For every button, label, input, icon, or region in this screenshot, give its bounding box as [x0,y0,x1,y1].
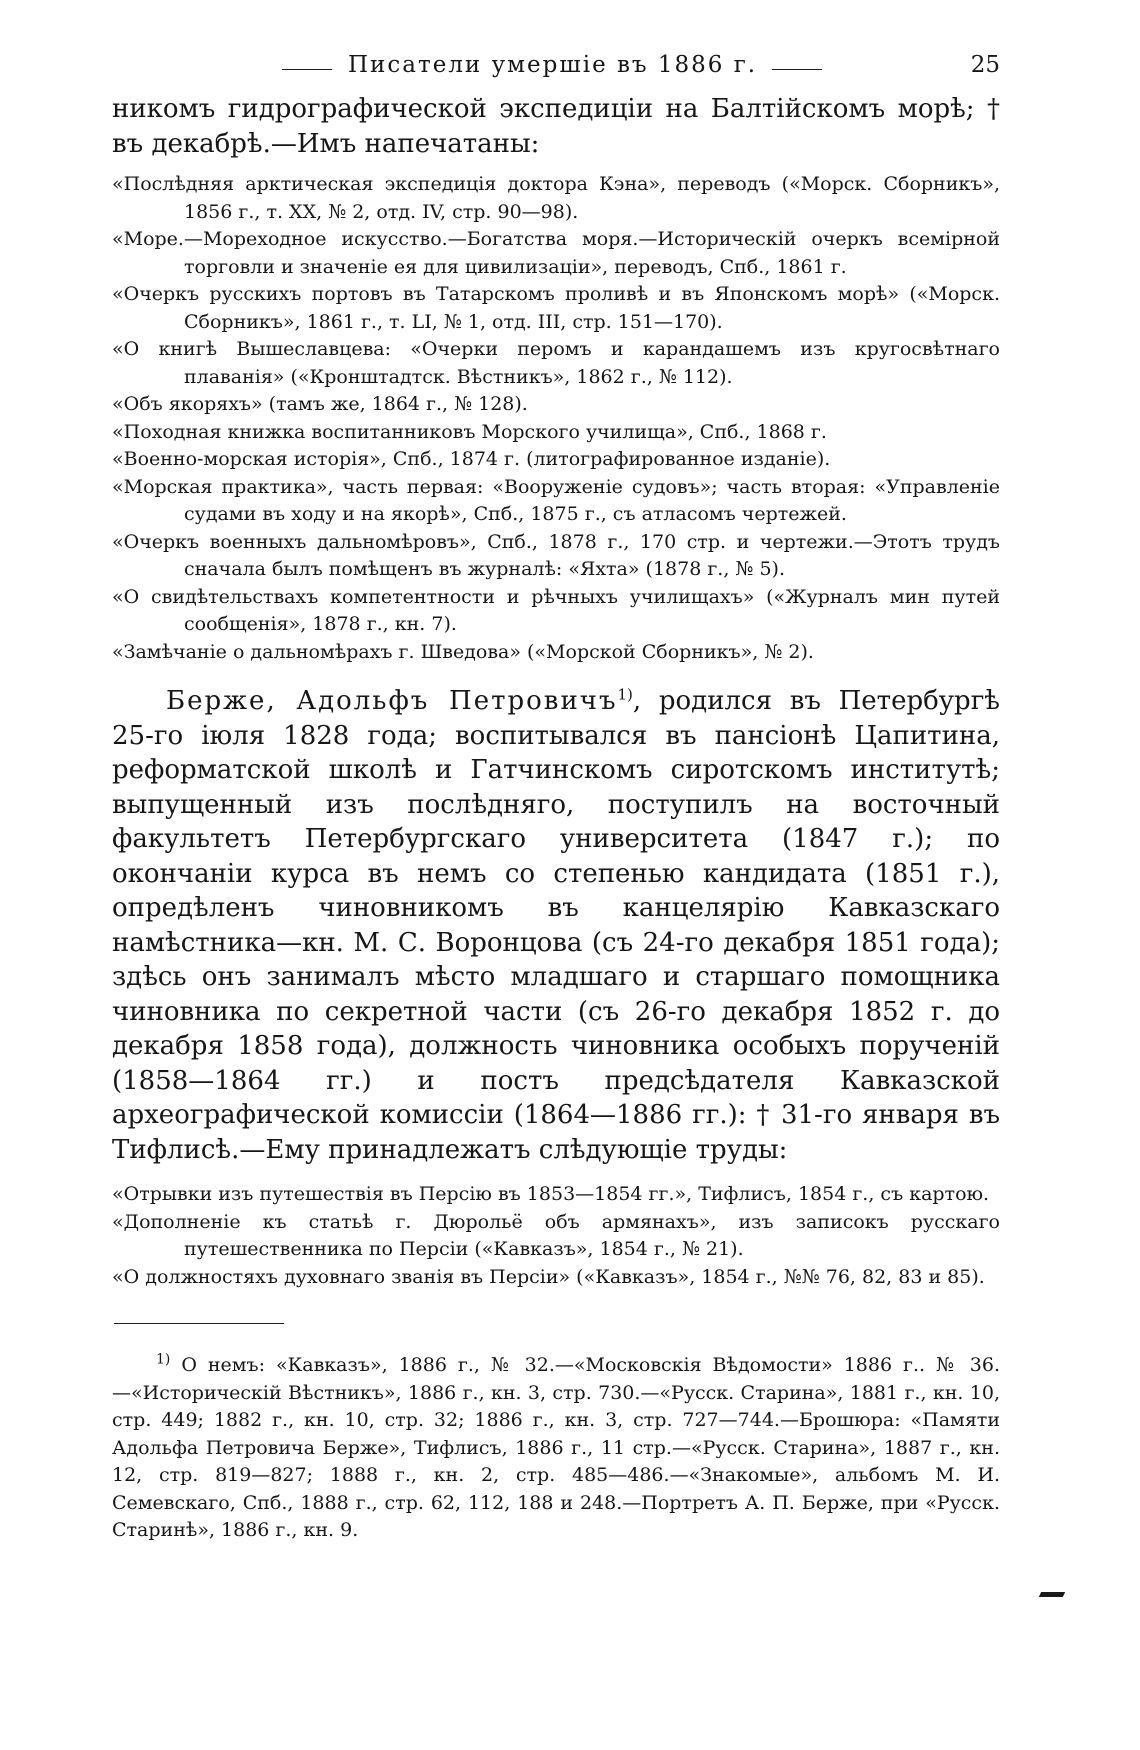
author-name: Берже, Адольфъ Петровичъ [166,686,618,716]
footnote-text: О немъ: «Кавказъ», 1886 г., № 32.—«Московскія Вѣдомости» 1886 г.. № 36.—«Историческій Вѣстникъ», 1886 г., кн. 3, стр. 730.—«Русск. Старина», 1881 г., кн. 10, стр. 449; 1882 г., кн. 10, стр. 32; 1886 г., кн. 3, стр. 727—744.—Брошюра: «Памяти Адольфа Петровича Берже», Тифлисъ, 1886 г., 11 стр.—«Русск. Старина», 1887 г., кн. 12, стр. 819—827; 1888 г., кн. 2, стр. 485—486.—«Знакомые», альбомъ М. И. Семевскаго, Спб., 1888 г., стр. 62, 112, 188 и 248.—Портретъ А. П. Берже, при «Русск. Старинѣ», 1886 г., кн. 9. [112,1354,1000,1541]
header-rule-left [282,69,332,70]
work-item: «О должностяхъ духовнаго званія въ Персіи» («Кавказъ», 1854 г., №№ 76, 82, 83 и 85). [112,1265,985,1288]
work-item: «Дополненіе къ статьѣ г. Дюрольё объ армянахъ», изъ записокъ русскаго путешественника по Персіи («Кавказъ», 1854 г., № 21). [112,1210,1000,1260]
work-item: «Походная книжка воспитанниковъ Морского училища», Спб., 1868 г. [112,420,827,443]
biography-text: , родился въ Петербургѣ 25-го іюля 1828 года; воспитывался въ пансіонѣ Цапитина, реформатской школѣ и Гатчинскомъ сиротскомъ институтѣ; выпущенный изъ послѣдняго, поступилъ на восточный факультетъ Петербургскаго университета (1847 г.); по окончаніи курса въ немъ со степенью кандидата (1851 г.), опредѣленъ чиновникомъ въ канцелярію Кавказскаго намѣстника—кн. М. С. Воронцова (съ 24-го декабря 1851 года); здѣсь онъ занималъ мѣсто младшаго и старшаго помощника чиновника по секретной части (съ 26-го декабря 1852 г. до декабря 1858 года), должность чиновника особыхъ порученій (1858—1864 гг.) и постъ предсѣдателя Кавказской археографической комиссіи (1864—1886 гг.): † 31-го января въ Тифлисѣ.—Ему принадлежатъ слѣдующіе труды: [112,686,1000,1165]
work-item: «Морская практика», часть первая: «Вооруженіе судовъ»; часть вторая: «Управленіе судами въ ходу и на якорѣ», Спб., 1875 г., съ атласомъ чертежей. [112,475,1000,525]
work-item: «Послѣдняя арктическая экспедиція доктора Кэна», переводъ («Морск. Сборникъ», 1856 г., т. XX, № 2, отд. IV, стр. 90—98). [112,173,1000,223]
work-item: «Военно-морская исторія», Спб., 1874 г. (литографированное изданіе). [112,448,831,470]
biography-paragraph [112,684,1000,1167]
footnote-reference[interactable]: 1) [617,685,633,704]
header-rule-right [772,69,822,70]
footnote [112,1352,1000,1545]
work-item: «Отрывки изъ путешествія въ Персію въ 1853—1854 гг.», Тифлисъ, 1854 г., съ картою. [112,1183,990,1205]
book-page [112,48,1000,1564]
work-item: «Замѣчаніе о дальномѣрахъ г. Шведова» («Морской Сборникъ», № 2). [112,640,814,663]
work-item: «Объ якоряхъ» (тамъ же, 1864 г., № 128). [112,393,528,415]
intro-paragraph: никомъ гидрографической экспедиціи на Балтійскомъ морѣ; † въ декабрѣ.—Имъ напечатаны: [112,94,1000,159]
footnote-marker: 1) [156,1351,171,1368]
work-item: «Море.—Мореходное искусство.—Богатства моря.—Историческій очеркъ всемірной торговли и значеніе ея для цивилизаціи», переводъ, Спб., 1861 г. [112,228,1000,278]
works-list-1 [112,171,1000,666]
ink-mark [1039,1592,1065,1597]
page-number: 25 [970,52,1000,78]
work-item: «О свидѣтельствахъ компетентности и рѣчныхъ училищахъ» («Журналъ мин путей сообщенія», 1878 г., кн. 7). [112,585,1000,635]
work-item: «Очеркъ русскихъ портовъ въ Татарскомъ проливѣ и въ Японскомъ морѣ» («Морск. Сборникъ», 1861 г., т. LI, № 1, отд. III, стр. 151—170). [112,283,1000,333]
footnote-rule [114,1323,284,1324]
running-head [112,48,1000,86]
running-title: Писатели умершіе въ 1886 г. [348,52,758,78]
works-list-2 [112,1181,1000,1291]
work-item: «О книгѣ Вышеславцева: «Очерки перомъ и карандашемъ изъ кругосвѣтнаго плаванія» («Кронштадтск. Вѣстникъ», 1862 г., № 112). [112,338,1000,388]
work-item: «Очеркъ военныхъ дальномѣровъ», Спб., 1878 г., 170 стр. и чертежи.—Этотъ трудъ сначала былъ помѣщенъ въ журналѣ: «Яхта» (1878 г., № 5). [112,530,1000,580]
